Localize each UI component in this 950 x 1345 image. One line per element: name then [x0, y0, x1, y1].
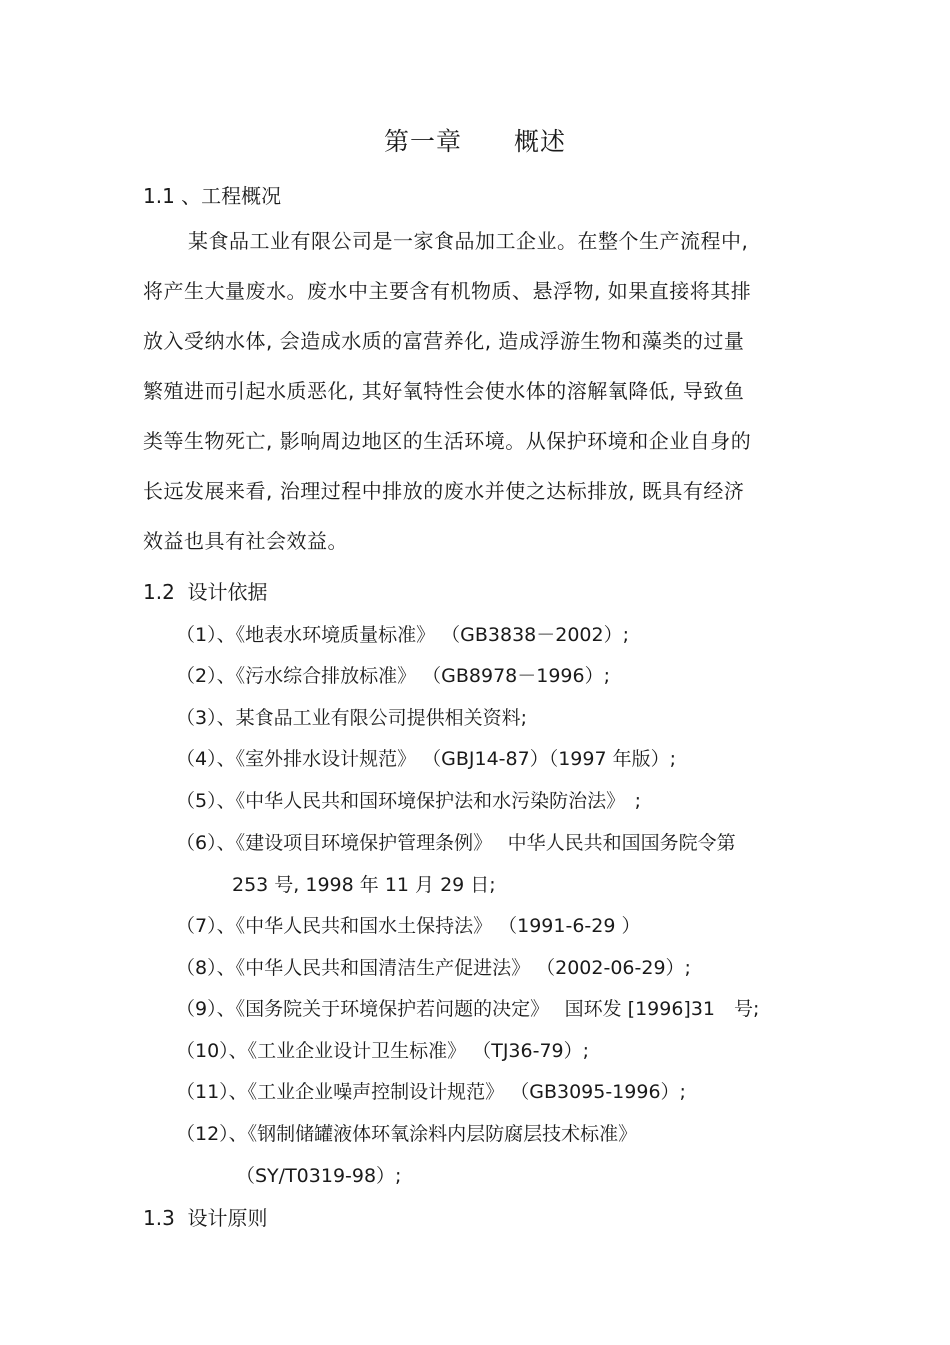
reference-item: （9）、《国务院关于环境保护若问题的决定》 国环发 [1996]31 号;: [176, 998, 760, 1020]
section-heading-1-2: 1.2 设计依据: [143, 580, 268, 604]
paragraph-line: 将产生大量废水。废水中主要含有机物质、悬浮物, 如果直接将其排: [143, 279, 752, 303]
reference-item: （7）、《中华人民共和国水土保持法》 （1991-6-29 ）: [176, 915, 641, 937]
reference-item: （5）、《中华人民共和国环境保护法和水污染防治法》 ;: [176, 790, 641, 812]
paragraph-line: 繁殖进而引起水质恶化, 其好氧特性会使水体的溶解氧降低, 导致鱼: [143, 379, 745, 403]
chapter-title: 第一章 概述: [383, 127, 566, 156]
reference-item: （11）、《工业企业噪声控制设计规范》 （GB3095-1996）;: [176, 1081, 686, 1103]
reference-item: （2）、《污水综合排放标准》 （GB8978－1996）;: [176, 665, 610, 687]
paragraph-line: 放入受纳水体, 会造成水质的富营养化, 造成浮游生物和藻类的过量: [143, 329, 745, 353]
section-heading-1-3: 1.3 设计原则: [143, 1206, 268, 1230]
reference-item: （3）、某食品工业有限公司提供相关资料;: [176, 707, 527, 729]
reference-item: （12）、《钢制储罐液体环氧涂料内层防腐层技术标准》: [176, 1123, 638, 1145]
reference-item: （8）、《中华人民共和国清洁生产促进法》 （2002-06-29）;: [176, 957, 691, 979]
reference-item: （4）、《室外排水设计规范》 （GBJ14-87）（1997 年版）;: [176, 748, 676, 770]
paragraph-line: 某食品工业有限公司是一家食品加工企业。在整个生产流程中,: [188, 229, 749, 253]
paragraph-line: 长远发展来看, 治理过程中排放的废水并使之达标排放, 既具有经济: [143, 479, 745, 503]
section-heading-1-1: 1.1 、工程概况: [143, 184, 282, 208]
paragraph-line: 类等生物死亡, 影响周边地区的生活环境。从保护环境和企业自身的: [143, 429, 752, 453]
reference-item: （1）、《地表水环境质量标准》 （GB3838－2002）;: [176, 624, 629, 646]
reference-item: （10）、《工业企业设计卫生标准》 （TJ36-79）;: [176, 1040, 590, 1062]
paragraph-line: 效益也具有社会效益。: [143, 529, 348, 553]
reference-item-continuation: （SY/T0319-98）;: [236, 1165, 402, 1187]
reference-item-continuation: 253 号, 1998 年 11 月 29 日;: [232, 874, 496, 896]
reference-item: （6）、《建设项目环境保护管理条例》 中华人民共和国国务院令第: [176, 832, 736, 854]
